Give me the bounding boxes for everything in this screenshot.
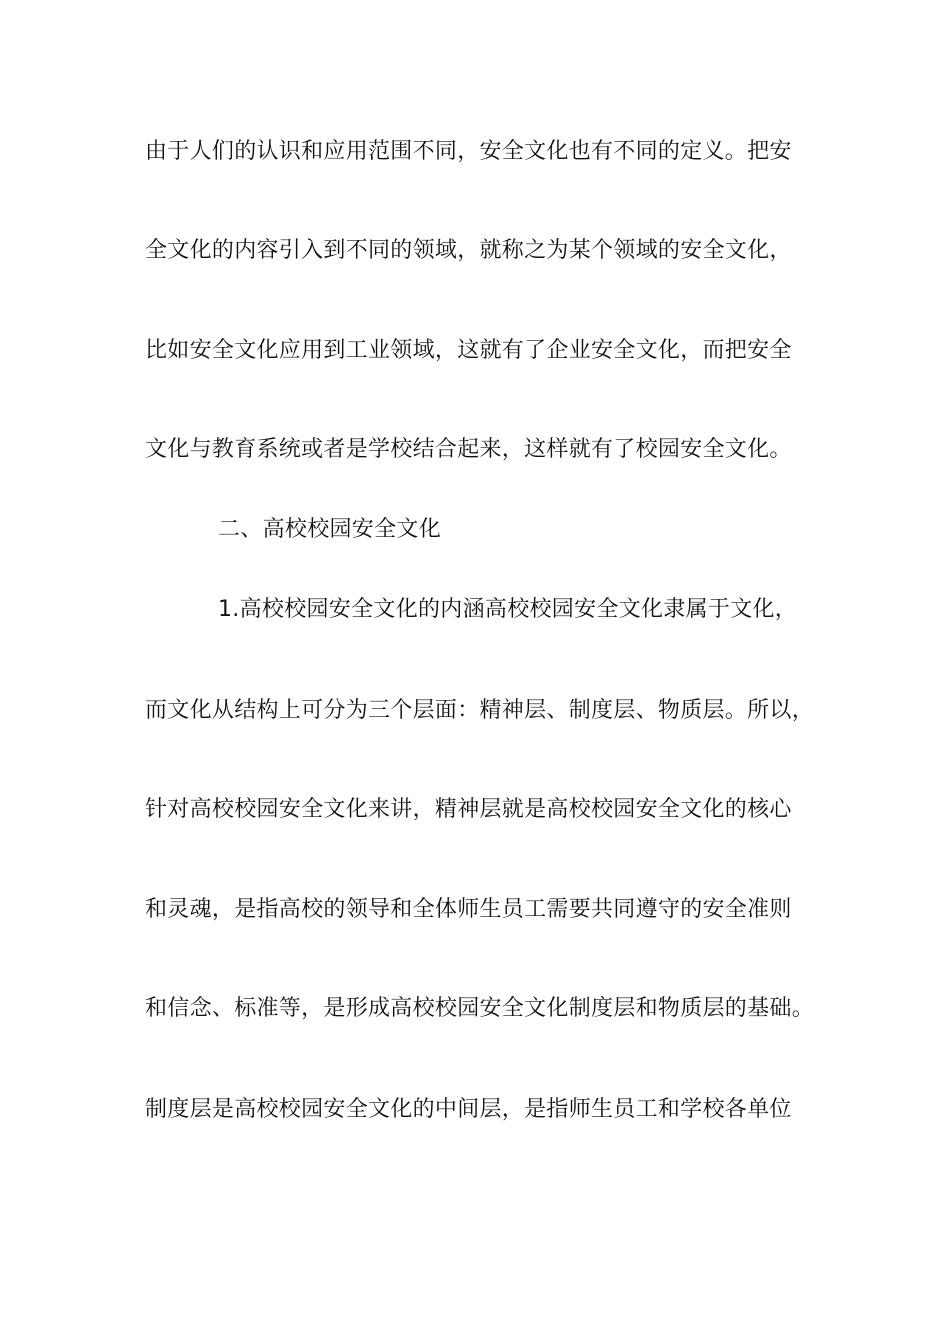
paragraph-line: 全文化的内容引入到不同的领域，就称之为某个领域的安全文化，	[145, 238, 792, 263]
paragraph-line: 制度层是高校校园安全文化的中间层，是指师生员工和学校各单位	[145, 1097, 792, 1122]
paragraph-line: 和信念、标准等，是形成高校校园安全文化制度层和物质层的基础。	[145, 996, 815, 1021]
section-heading: 二、高校校园安全文化	[218, 517, 442, 542]
paragraph-line: 而文化从结构上可分为三个层面：精神层、制度层、物质层。所以，	[145, 698, 815, 723]
paragraph-line: 比如安全文化应用到工业领域，这就有了企业安全文化，而把安全	[145, 338, 792, 363]
paragraph-line: 和灵魂，是指高校的领导和全体师生员工需要共同遵守的安全准则	[145, 897, 792, 922]
paragraph-line: 1.高校校园安全文化的内涵高校校园安全文化隶属于文化，	[218, 597, 798, 622]
paragraph-line: 针对高校校园安全文化来讲，精神层就是高校校园安全文化的核心	[145, 797, 792, 822]
paragraph-line: 文化与教育系统或者是学校结合起来，这样就有了校园安全文化。	[145, 437, 792, 462]
paragraph-line: 由于人们的认识和应用范围不同，安全文化也有不同的定义。把安	[145, 139, 792, 164]
